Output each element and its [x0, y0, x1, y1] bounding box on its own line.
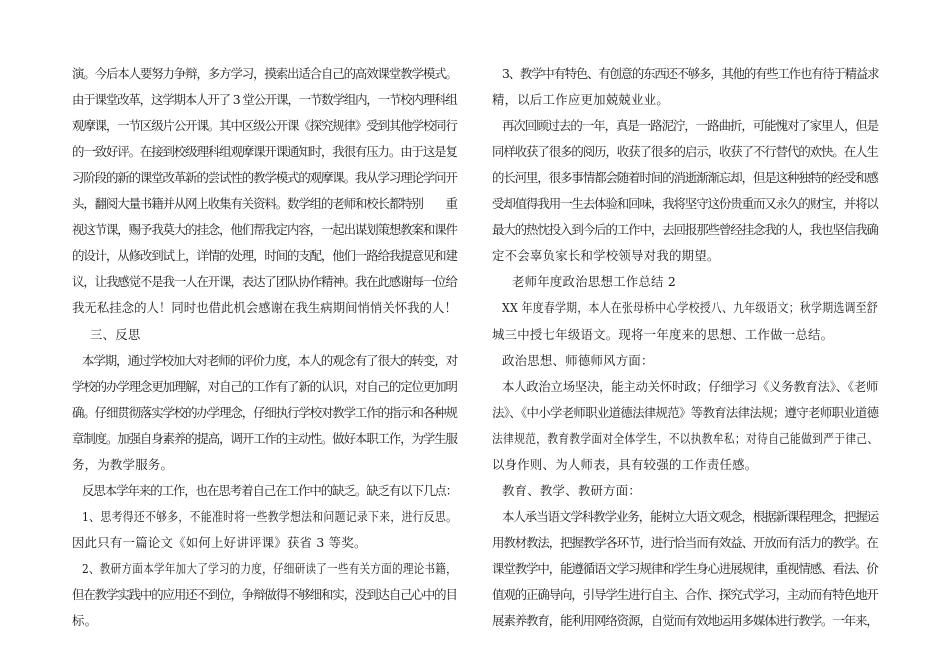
text-line: 本人承当语文学科教学业务，能树立大语文观念，根据新课程理念，把握运 — [502, 509, 879, 524]
text-line: 由于课堂改革，这学期本人开了 3 堂公开课，一节数学组内，一节校内理科组 — [72, 92, 457, 107]
text-line: 我无私挂念的人！同时也借此机会感谢在我生病期间悄悄关怀我的人！ — [72, 300, 457, 315]
text-line: 用教材教法，把握教学各环节，进行恰当而有效益、开放而有活力的教学。在 — [492, 535, 878, 550]
text-line: 因此只有一篇论文《如何上好讲评课》获省 3 等奖。 — [72, 535, 367, 550]
text-line: XX 年度春学期，本人在张母桥中心学校授八、九年级语文；秋学期选调至舒 — [502, 300, 878, 315]
text-line: 1、思考得还不够多，不能准时将一些教学想法和问题记录下来，进行反思。 — [82, 509, 458, 524]
section-heading: 教育、教学、教研方面： — [502, 483, 642, 498]
text-line: 视这节课，赐予我莫大的挂念，他们帮我定内容，一起出谋划策想教案和课件 — [72, 222, 457, 237]
text-line: 法》、《中小学老师职业道德法律规范》等教育法律法规；遵守老师职业道德 — [492, 405, 879, 420]
text-line: 习阶段的新的课堂改革新的尝试性的教学模式的观摩课。我从学习理论学问开 — [72, 170, 457, 185]
text-line: 最大的热忱投入到今后的工作中，去回报那些曾经挂念我的人，我也坚信我确 — [492, 222, 878, 237]
text-line: 课堂教学中，能遵循语文学习规律和学生身心进展规律，重视情感、看法、价 — [492, 561, 878, 576]
text-line: 观摩课，一节区级片公开课。其中区级公开课《探究规律》受到其他学校同行 — [72, 118, 457, 133]
text-line: 务，为教学服务。 — [72, 457, 174, 472]
text-line: 确。仔细贯彻落实学校的办学理念，仔细执行学校对教学工作的指示和各种规 — [72, 405, 457, 420]
text-line: 的设计，从修改到试上，详情的处理，时间的支配，他们一路给我提意见和建 — [72, 248, 457, 263]
section-heading: 政治思想、师德师风方面： — [502, 353, 654, 368]
text-line: 展素养教育，能利用网络资源，自觉而有效地运用多媒体进行教学。一年来， — [492, 613, 878, 628]
text-line: 学校的办学理念更加理解，对自己的工作有了新的认识，对自己的定位更加明 — [72, 379, 457, 394]
section-title: 老师年度政治思想工作总结 2 — [512, 274, 677, 289]
section-heading: 三、反思 — [90, 327, 141, 342]
text-line: 演。今后本人要努力争辩，多方学习，摸索出适合自己的高效课堂教学模式。 — [72, 66, 457, 81]
text-line: 的一致好评。在接到校级理科组观摩课开课通知时，我很有压力。由于这是复 — [72, 144, 457, 159]
text-line: 3、教学中有特色、有创意的东西还不够多，其他的有些工作也有待于精益求 — [502, 66, 879, 81]
text-line: 法律规范，教育教学面对全体学生，不以执教牟私；对待自己能做到严于律己、 — [492, 431, 879, 446]
text-line: 值观的正确导向，引导学生进行自主、合作、探究式学习，主动而有特色地开 — [492, 587, 878, 602]
text-line: 同样收获了很多的阅历，收获了很多的启示，收获了不行替代的欢快。在人生 — [492, 144, 878, 159]
text-line: 但在教学实践中的应用还不到位，争辩做得不够细和实，没到达自己心中的目 — [72, 587, 457, 602]
text-line: 精，以后工作应更加兢兢业业。 — [492, 92, 669, 107]
text-line: 受却值得我用一生去体验和回味，我将坚守这份贵重而又永久的财宝，并将以 — [492, 196, 878, 211]
text-line: 定不会辜负家长和学校领导对我的期望。 — [492, 248, 720, 263]
text-line: 章制度。加强自身素养的提高，调开工作的主动性。做好本职工作，为学生服 — [72, 431, 457, 446]
text-line: 本人政治立场坚决，能主动关怀时政；仔细学习《义务教育法》、《老师 — [502, 379, 879, 394]
text-line: 以身作则、为人师表，具有较强的工作责任感。 — [492, 457, 758, 472]
text-line: 本学期，通过学校加大对老师的评价力度，本人的观念有了很大的转变，对 — [82, 353, 458, 368]
text-line: 议，让我感觉不是我一人在开课，表达了团队协作精神。我在此感谢每一位给 — [72, 274, 457, 289]
text-line: 城三中授七年级语文。现将一年度来的思想、工作做一总结。 — [492, 327, 834, 342]
text-line: 标。 — [72, 613, 98, 628]
text-line: 反思本学年来的工作，也在思考着自己在工作中的缺乏。缺乏有以下几点： — [82, 483, 458, 498]
text-line: 的长河里，很多事情都会随着时间的消逝渐渐忘却，但是这种独特的经受和感 — [492, 170, 878, 185]
text-line: 再次回顾过去的一年，真是一路泥泞，一路曲折，可能愧对了家里人，但是 — [502, 118, 879, 133]
text-line: 2、教研方面本学年加大了学习的力度，仔细研读了一些有关方面的理论书籍， — [82, 561, 457, 576]
text-line: 头，翻阅大量书籍并从网上收集有关资料。数学组的老师和校长都特别 重 — [72, 196, 457, 211]
